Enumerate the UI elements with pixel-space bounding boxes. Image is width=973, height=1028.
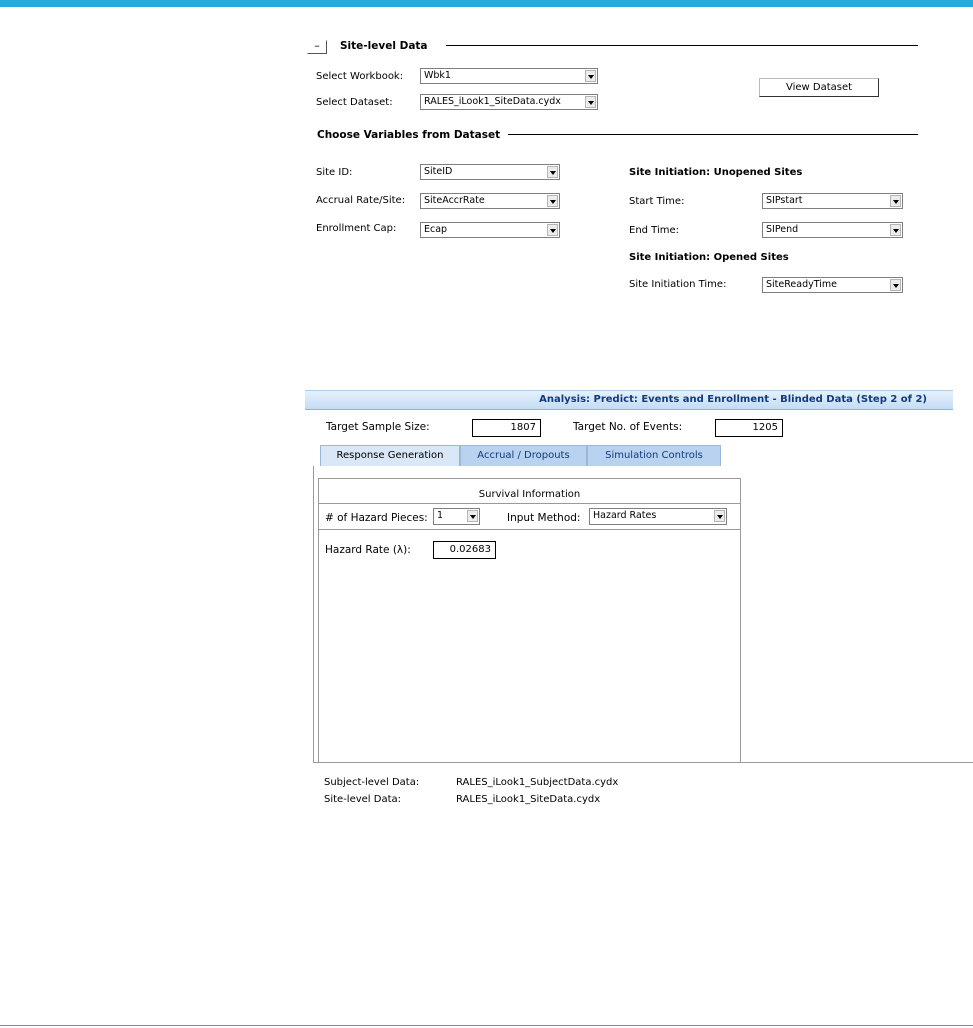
tab-accrual-dropouts[interactable]: Accrual / Dropouts: [460, 445, 587, 466]
start-time-label: Start Time:: [629, 196, 685, 207]
survival-info-title: Survival Information: [478, 489, 581, 500]
unopened-sites-title: Site Initiation: Unopened Sites: [629, 167, 803, 178]
survival-inputs-divider: [318, 529, 741, 530]
site-level-data-value: RALES_iLook1_SiteData.cydx: [456, 794, 601, 805]
hazard-pieces-select[interactable]: [433, 508, 480, 525]
target-events-input[interactable]: 1205: [715, 419, 783, 437]
input-method-label: Input Method:: [507, 512, 581, 524]
hazard-rate-input[interactable]: 0.02683: [433, 541, 496, 559]
chevron-down-icon: [714, 510, 725, 522]
enrollment-cap-value: Ecap: [424, 224, 448, 235]
site-level-data-title: Site-level Data: [340, 40, 428, 52]
subject-level-data-label: Subject-level Data:: [324, 777, 420, 788]
chevron-down-icon: [547, 166, 558, 178]
select-workbook-label: Select Workbook:: [316, 71, 404, 82]
enrollment-cap-label: Enrollment Cap:: [316, 223, 397, 234]
site-id-value: SiteID: [424, 166, 453, 177]
site-initiation-time-value: SiteReadyTime: [766, 279, 837, 290]
target-sample-size-label: Target Sample Size:: [326, 421, 430, 433]
chevron-down-icon: [890, 224, 901, 236]
collapse-button[interactable]: –: [307, 40, 327, 54]
input-method-value: Hazard Rates: [593, 510, 657, 521]
accrual-rate-label: Accrual Rate/Site:: [316, 195, 406, 206]
dataset-select-value: RALES_iLook1_SiteData.cydx: [424, 96, 561, 107]
site-id-label: Site ID:: [316, 167, 353, 178]
site-id-select[interactable]: [420, 164, 560, 180]
input-method-select[interactable]: [589, 508, 727, 525]
tab-response-generation[interactable]: Response Generation: [320, 445, 460, 466]
chevron-down-icon: [890, 279, 901, 291]
section-divider: [446, 45, 918, 46]
chevron-down-icon: [890, 195, 901, 207]
start-time-select[interactable]: [762, 193, 903, 209]
accrual-rate-select[interactable]: [420, 193, 560, 209]
site-initiation-time-label: Site Initiation Time:: [629, 279, 727, 290]
chevron-down-icon: [547, 195, 558, 207]
chevron-down-icon: [585, 70, 596, 82]
view-dataset-button[interactable]: View Dataset: [759, 78, 879, 97]
target-sample-size-input[interactable]: 1807: [472, 419, 541, 437]
enrollment-cap-select[interactable]: [420, 222, 560, 238]
analysis-header: Analysis: Predict: Events and Enrollment - Blinded Data (Step 2 of 2): [305, 390, 953, 410]
workbook-select[interactable]: [420, 68, 598, 84]
chevron-down-icon: [585, 96, 596, 108]
chevron-down-icon: [467, 510, 478, 522]
hazard-rate-label: Hazard Rate (λ):: [325, 544, 411, 556]
hazard-pieces-label: # of Hazard Pieces:: [325, 512, 428, 524]
select-dataset-label: Select Dataset:: [316, 97, 393, 108]
target-events-label: Target No. of Events:: [573, 421, 683, 433]
tab-simulation-controls[interactable]: Simulation Controls: [587, 445, 721, 466]
bottom-accent-line: [0, 1025, 973, 1026]
end-time-label: End Time:: [629, 225, 680, 236]
top-accent-bar: [0, 0, 973, 7]
chevron-down-icon: [547, 224, 558, 236]
accrual-rate-value: SiteAccrRate: [424, 195, 485, 206]
workbook-select-value: Wbk1: [424, 70, 451, 81]
survival-title-divider: [318, 503, 741, 504]
end-time-select[interactable]: [762, 222, 903, 238]
end-time-value: SIPend: [766, 224, 799, 235]
choose-variables-title: Choose Variables from Dataset: [317, 129, 501, 141]
site-level-data-label: Site-level Data:: [324, 794, 402, 805]
opened-sites-title: Site Initiation: Opened Sites: [629, 252, 789, 263]
hazard-pieces-value: 1: [437, 510, 444, 521]
dataset-select[interactable]: [420, 94, 598, 110]
subject-level-data-value: RALES_iLook1_SubjectData.cydx: [456, 777, 619, 788]
site-initiation-time-select[interactable]: [762, 277, 903, 293]
start-time-value: SIPstart: [766, 195, 803, 206]
section-divider: [508, 134, 918, 135]
